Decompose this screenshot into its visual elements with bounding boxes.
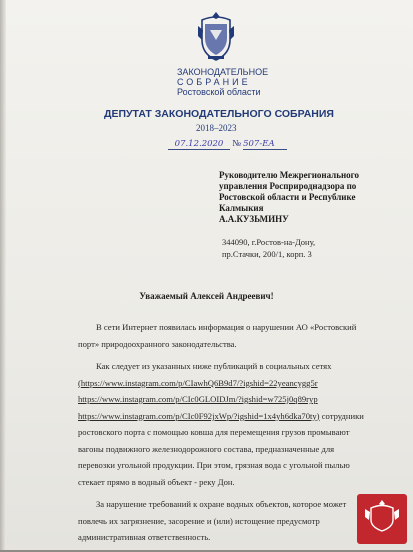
org-line-2: СОБРАНИЕ bbox=[177, 77, 251, 87]
instagram-link-1[interactable]: (https://www.instagram.com/p/CIawhQ6B9d7/?igshid=22yeancygg5r bbox=[78, 377, 318, 388]
addressee-line: Калмыкия bbox=[219, 203, 264, 213]
body-line: ростовского порта с помощью ковша для перемещения грузов промывают bbox=[78, 427, 350, 437]
address-line: пр.Стачки, 200/1, корп. 3 bbox=[222, 249, 312, 259]
watermark-logo bbox=[357, 494, 407, 544]
body-text-fragment: сотрудники bbox=[319, 410, 364, 421]
body-line: перевозки угольной продукции. При этом, грязная вода с угольной пылью bbox=[78, 460, 350, 470]
paragraph-2 bbox=[78, 358, 388, 490]
body-line: В сети Интернет появилась информация о нарушении АО «Ростовский bbox=[96, 322, 357, 332]
body-line: порт» природоохранного законодательства. bbox=[78, 338, 237, 349]
coat-of-arms-emblem bbox=[196, 10, 236, 62]
addressee-line: Ростовской области и Республике bbox=[219, 192, 356, 202]
org-line-1: ЗАКОНОДАТЕЛЬНОЕ bbox=[177, 67, 269, 77]
registration-line bbox=[168, 138, 287, 150]
addressee-line: управления Росприроднадзора по bbox=[219, 181, 357, 191]
body-line: повлечь их загрязнение, засорение и (или) истощение предусмотр bbox=[78, 515, 320, 526]
paragraph-3 bbox=[78, 496, 388, 546]
body-line: административная ответственность. bbox=[78, 532, 211, 542]
body-line: Как следует из указанных ниже публикаций в социальных сетях bbox=[96, 361, 332, 371]
registration-date-field bbox=[168, 138, 230, 150]
body-line: За нарушение требований к охране водных объектов, которое может bbox=[96, 499, 347, 509]
registration-number-field bbox=[243, 138, 287, 150]
organization-name bbox=[177, 67, 268, 97]
addressee-line: Руководителю Межрегионального bbox=[219, 170, 360, 180]
registration-date: 07.12.2020 bbox=[174, 139, 224, 149]
instagram-link-2[interactable]: https://www.instagram.com/p/CIc0GLOIDJm/?igshid=w725j0q89ryp bbox=[78, 394, 318, 404]
addressee-block bbox=[219, 170, 409, 225]
body-line: вагоны подвижного железнодорожного состава, предназначенные для bbox=[78, 443, 335, 454]
body-line: стекает прямо в водный объект - реку Дон. bbox=[78, 476, 235, 487]
number-sign: № bbox=[232, 138, 241, 148]
eagle-icon bbox=[357, 494, 407, 536]
registration-number: 507-ЕА bbox=[243, 139, 275, 149]
paragraph-1 bbox=[78, 319, 388, 352]
letter-body bbox=[78, 319, 388, 552]
deputy-title: ДЕПУТАТ ЗАКОНОДАТЕЛЬНОГО СОБРАНИЯ bbox=[104, 108, 334, 120]
instagram-link-3[interactable]: https://www.instagram.com/p/CIc0F92jxWp/?igshid=1x4yh6dka70ty) bbox=[78, 410, 320, 421]
page-edge-shadow bbox=[0, 0, 6, 550]
org-line-3: Ростовской области bbox=[177, 87, 261, 97]
salutation: Уважаемый Алексей Андреевич! bbox=[139, 291, 274, 301]
address-block bbox=[222, 236, 402, 260]
address-line: 344090, г.Ростов-на-Дону, bbox=[222, 237, 316, 247]
addressee-name: А.А.КУЗЬМИНУ bbox=[219, 214, 289, 224]
term-years: 2018–2023 bbox=[196, 123, 237, 133]
